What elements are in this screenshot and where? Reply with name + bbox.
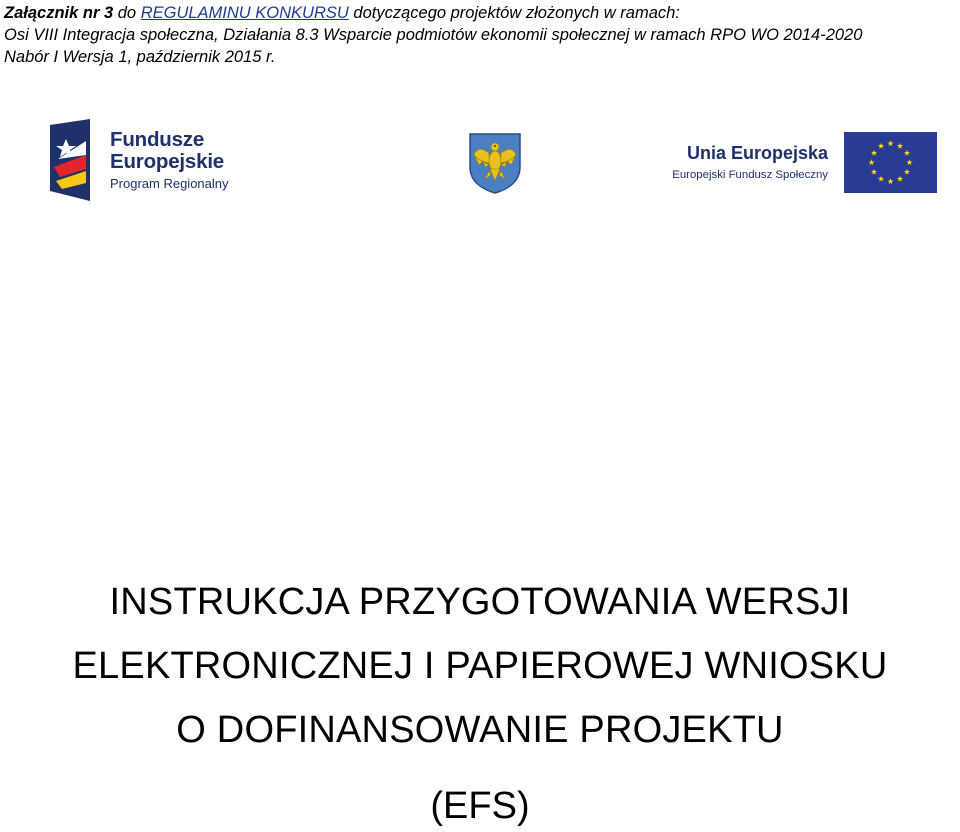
fe-line-3: Program Regionalny bbox=[110, 176, 229, 191]
header-line-1-rest: dotyczącego projektów złożonych w ramach: bbox=[353, 4, 680, 22]
title-line-3: O DOFINANSOWANIE PROJEKTU bbox=[176, 709, 784, 751]
regulation-link[interactable]: REGULAMINU KONKURSU bbox=[140, 4, 349, 22]
eu-text-block bbox=[632, 142, 828, 184]
document-title bbox=[0, 570, 960, 762]
title-line-1: INSTRUKCJA PRZYGOTOWANIA WERSJI bbox=[109, 581, 851, 623]
logo-bar bbox=[0, 0, 960, 220]
eu-flag-icon bbox=[844, 132, 937, 193]
fe-line-2: Europejskie bbox=[110, 150, 225, 173]
header-line-3: Nabór I Wersja 1, październik 2015 r. bbox=[4, 48, 276, 66]
header-line-2: Osi VIII Integracja społeczna, Działania 8.3 Wsparcie podmiotów ekonomii społecznej w ramach RPO WO 2014-2020 bbox=[4, 26, 863, 44]
title-line-2: ELEKTRONICZNEJ I PAPIEROWEJ WNIOSKU bbox=[72, 645, 888, 687]
do-text: do bbox=[117, 4, 137, 22]
fe-line-1: Fundusze bbox=[110, 128, 205, 151]
eu-subtitle: Europejski Fundusz Społeczny bbox=[672, 169, 828, 181]
attachment-label: Załącznik nr 3 bbox=[4, 4, 114, 22]
eagle-crest-icon bbox=[467, 131, 523, 195]
efs-label: (EFS) bbox=[430, 785, 530, 827]
eu-title: Unia Europejska bbox=[686, 143, 828, 163]
fe-logo-text bbox=[110, 129, 229, 194]
